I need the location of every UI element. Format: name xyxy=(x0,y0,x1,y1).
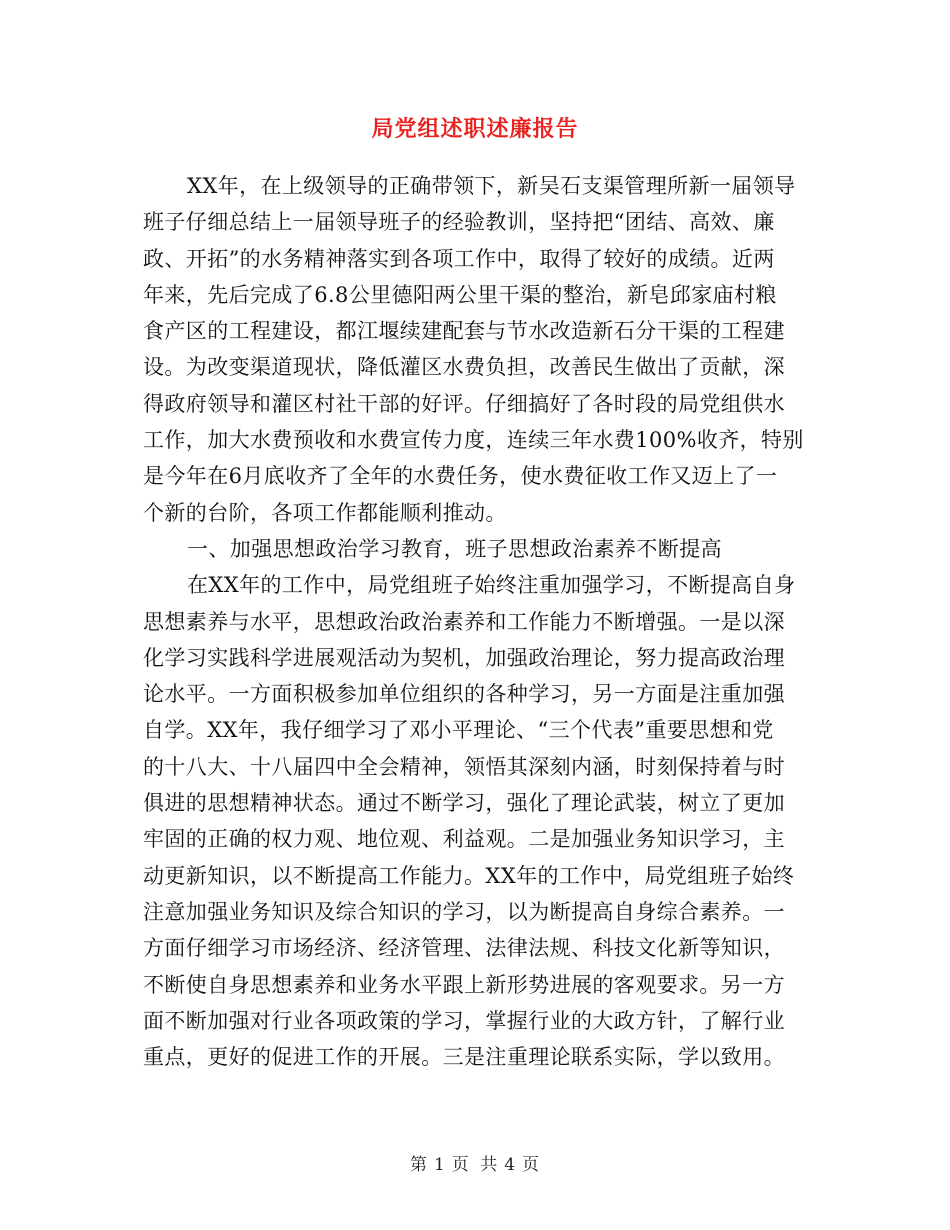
text-line: 是今年在6月底收齐了全年的水费任务，使水费征收工作又迈上了一 xyxy=(143,464,778,489)
text-line: 注意加强业务知识及综合知识的学习，以为断提高自身综合素养。一 xyxy=(143,899,785,924)
document-body xyxy=(143,168,805,1075)
text-line: 政、开拓”的水务精神落实到各项工作中，取得了较好的成绩。近两 xyxy=(143,246,775,271)
document-title: 局党组述职述廉报告 xyxy=(371,116,579,142)
text-line: 动更新知识，以不断提高工作能力。XX年的工作中，局党组班子始终 xyxy=(143,863,795,888)
text-line: 方面仔细学习市场经济、经济管理、法律法规、科技文化新等知识， xyxy=(143,936,785,961)
footer-suffix: 页 xyxy=(522,1155,541,1175)
page-footer xyxy=(0,1150,950,1175)
text-line: 在XX年的工作中，局党组班子始终注重加强学习，不断提高自身 xyxy=(187,573,796,598)
footer-prefix: 第 xyxy=(409,1155,428,1175)
text-line: XX年，在上级领导的正确带领下，新吴石支渠管理所新一届领导 xyxy=(187,174,796,198)
text-line: 设。为改变渠道现状，降低灌区水费负担，改善民生做出了贡献，深 xyxy=(143,355,785,380)
text-line: 论水平。一方面积极参加单位组织的各种学习，另一方面是注重加强 xyxy=(143,682,785,707)
text-line: 个新的台阶，各项工作都能顺利推动。 xyxy=(143,500,507,525)
text-line: 俱进的思想精神状态。通过不断学习，强化了理论武装，树立了更加 xyxy=(143,791,785,816)
footer-page-total: 4 xyxy=(504,1155,517,1175)
text-line: 面不断加强对行业各项政策的学习，掌握行业的大政方针，了解行业 xyxy=(143,1008,785,1033)
text-line: 班子仔细总结上一届领导班子的经验教训，坚持把“团结、高效、廉 xyxy=(143,210,775,235)
text-line: 牢固的正确的权力观、地位观、利益观。二是加强业务知识学习，主 xyxy=(143,827,785,852)
text-line: 得政府领导和灌区村社干部的好评。仔细搞好了各时段的局党组供水 xyxy=(143,391,785,416)
text-line: 年来，先后完成了6.8公里德阳两公里干渠的整治，新皂邱家庙村粮 xyxy=(143,282,777,307)
footer-mid: 页 共 xyxy=(451,1155,499,1175)
footer-page-number: 1 xyxy=(433,1155,446,1175)
text-line: 食产区的工程建设，都江堰续建配套与节水改造新石分干渠的工程建 xyxy=(143,319,785,344)
text-line: 工作，加大水费预收和水费宣传力度，连续三年水费100%收齐，特别 xyxy=(143,428,804,453)
text-line: 重点，更好的促进工作的开展。三是注重理论联系实际，学以致用。 xyxy=(143,1045,785,1070)
text-line: 不断使自身思想素养和业务水平跟上新形势进展的客观要求。另一方 xyxy=(143,972,785,997)
text-line: 自学。XX年，我仔细学习了邓小平理论、“三个代表”重要思想和党 xyxy=(143,718,774,743)
text-line: 一、加强思想政治学习教育，班子思想政治素养不断提高 xyxy=(187,536,722,561)
text-line: 的十八大、十八届四中全会精神，领悟其深刻内涵，时刻保持着与时 xyxy=(143,754,785,779)
text-line: 思想素养与水平，思想政治政治素养和工作能力不断增强。一是以深 xyxy=(143,609,785,634)
text-line: 化学习实践科学进展观活动为契机，加强政治理论，努力提高政治理 xyxy=(143,645,785,670)
